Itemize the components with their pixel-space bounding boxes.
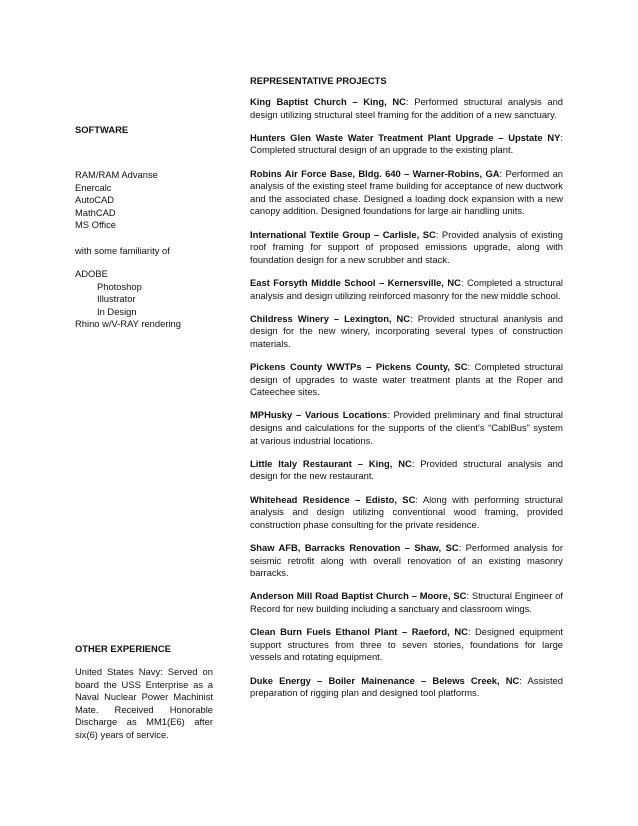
adobe-item: In Design [97,305,137,317]
project-title: Clean Burn Fuels Ethanol Plant – Raeford, NC [250,626,468,638]
project-title: Pickens County WWTPs – Pickens County, SC [250,361,468,373]
project-entry [250,168,563,218]
project-entry [250,590,563,615]
project-entry [250,458,563,483]
project-title: King Baptist Church – King, NC [250,96,406,107]
project-entry [250,313,563,351]
project-description: : Along with performing structural analysis and design utilizing conventional wood framing, provided construction phase consulting for the private residence. [250,493,563,530]
right-column [250,75,563,710]
project-entry [250,229,563,267]
software-item: MathCAD [75,206,116,218]
project-title: Little Italy Restaurant – King, NC [250,457,412,469]
adobe-item: Illustrator [97,293,136,305]
software-item: MS Office [75,219,116,231]
project-entry [250,96,563,121]
adobe-group [75,268,215,331]
software-heading: SOFTWARE [75,124,129,135]
adobe-item: Photoshop [97,280,142,292]
project-description: : Provided analysis of existing roof framing for support of proposed emissions upgrade, along with foundation design for a new scrubber and stack. [250,228,563,265]
software-item: AutoCAD [75,194,115,206]
project-description: : Performed an analysis of the existing steel frame building for acceptance of new ductwork and the associated chase. Designed a loading dock expansion with a new canopy addition. Designed foundations for large air handling units. [250,167,563,217]
project-title: Hunters Glen Waste Water Treatment Plant Upgrade – Upstate NY [250,131,561,143]
project-title: Childress Winery – Lexington, NC [250,312,411,324]
software-item: Enercalc [75,181,112,193]
software-item: RAM/RAM Advanse [75,169,158,180]
project-title: International Textile Group – Carlisle, SC [250,228,436,240]
project-entry [250,361,563,399]
project-description: : Performed analysis for seismic retrofit along with overall renovation of an existing masonry barracks. [250,541,563,579]
project-description: : Performed structural analysis and design utilizing structural steel framing for the addition of a new sanctuary. [250,96,564,120]
project-description: : Completed a structural analysis and design utilizing reinforced masonry for the new middle school. [250,276,563,301]
project-title: Whitehead Residence – Edisto, SC [250,493,416,505]
other-experience-text: United States Navy: Served on board the USS Enterprise as a Naval Nuclear Power Machinist Mate. Received Honorable Discharge as MM1(E6) after six(6) years of service. [75,666,213,740]
project-entry [250,409,563,447]
project-title: MPHusky – Various Locations [250,409,388,421]
project-description: : Provided preliminary and final structural designs and calculations for the supports of the client’s “CablBus” system at various industrial locations. [250,409,563,446]
project-title: Shaw AFB, Barracks Renovation – Shaw, SC [250,541,459,553]
project-title: Anderson Mill Road Baptist Church – Moore, SC [250,590,467,602]
other-experience-heading: OTHER EXPERIENCE [75,643,171,654]
project-title: Robins Air Force Base, Bldg. 640 – Warner-Robins, GA [250,167,500,179]
adobe-label: ADOBE [75,268,108,279]
projects-heading: REPRESENTATIVE PROJECTS [250,75,387,86]
project-entry [250,132,563,157]
familiarity-text: with some familiarity of [75,245,170,256]
project-title: East Forsyth Middle School – Kernersville, NC [250,276,461,288]
project-description: : Provided structural ananlysis and design for the new winery, incorporating several types of construction materials. [250,312,563,349]
project-entry [250,542,563,580]
project-description: : Provided structural analysis and design for the new restaurant. [250,457,563,482]
project-entry [250,675,563,700]
rhino-text: Rhino w/V-RAY rendering [75,318,181,330]
software-list [75,169,215,232]
project-description: : Assisted preparation of rigging plan and designed tool platforms. [250,674,563,699]
project-description: : Designed equipment support structures from three to seven stories, foundations for large vessels and rotating equipment. [250,626,563,663]
project-entry [250,494,563,532]
project-description: : Structural Engineer of Record for new building including a sanctuary and classroom wings. [250,590,563,614]
project-title: Duke Energy – Boiler Mainenance – Belews Creek, NC [250,674,520,686]
project-description: : Completed structural design of an upgrade to the existing plant. [250,131,563,156]
project-description: : Completed structural design of upgrades to waste water treatment plants at the Roper and Cateechee sites. [250,361,563,398]
project-entry [250,626,563,664]
project-entry [250,277,563,302]
